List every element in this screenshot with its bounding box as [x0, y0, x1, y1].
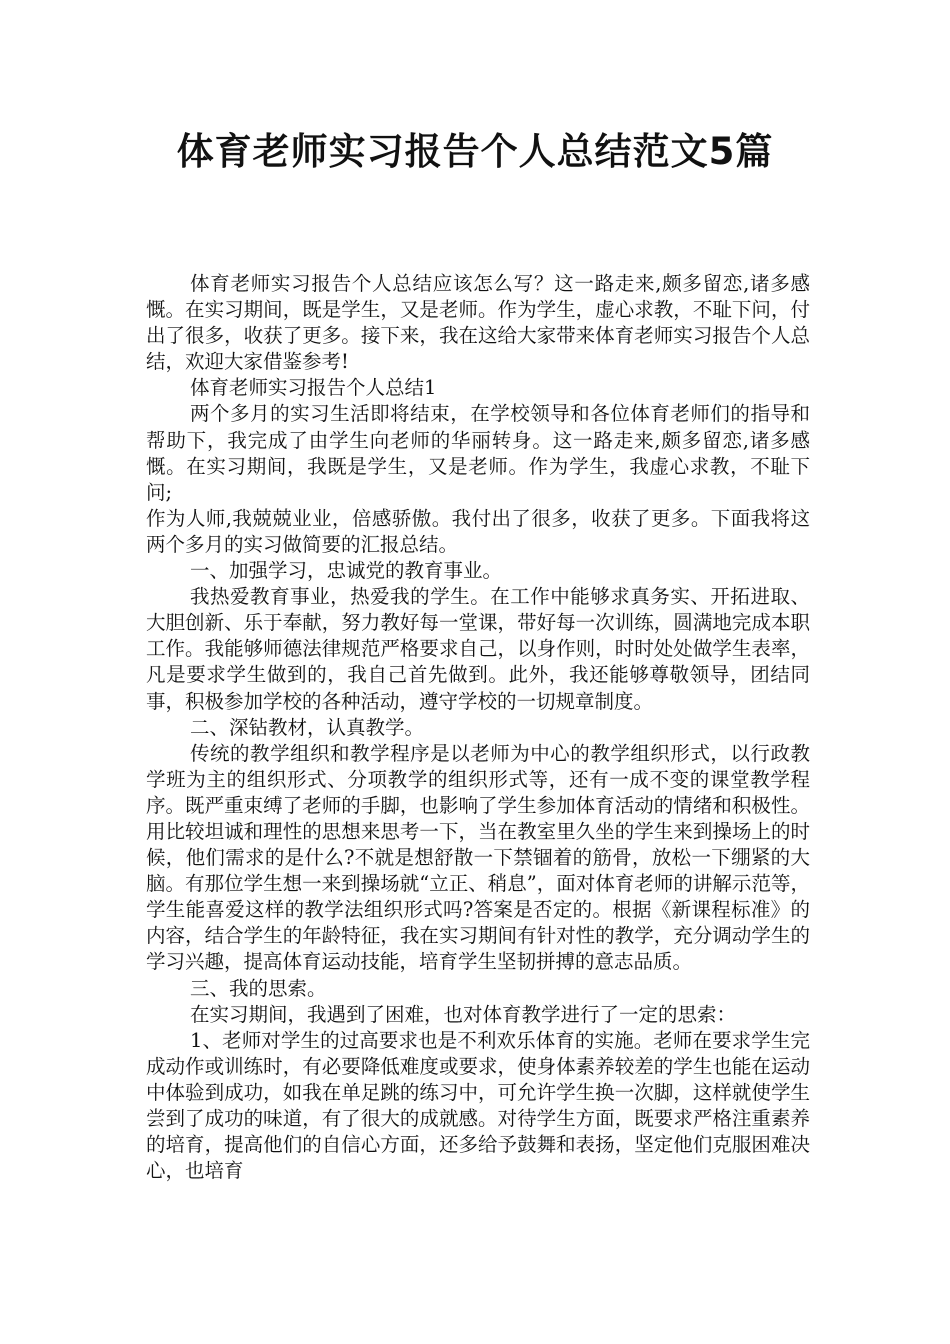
- paragraph: 作为人师,我兢兢业业，倍感骄傲。我付出了很多，收获了更多。下面我将这两个多月的实习做简要的汇报总结。: [146, 506, 810, 556]
- paragraph: 两个多月的实习生活即将结束，在学校领导和各位体育老师们的指导和帮助下，我完成了由学生向老师的华丽转身。这一路走来,颇多留恋,诸多感慨。在实习期间，我既是学生，又是老师。作为学生，我虚心求教，不耻下问;: [146, 402, 810, 504]
- document-body: [146, 271, 810, 1184]
- section-heading: 一、加强学习，忠诚党的教育事业。: [190, 559, 503, 583]
- paragraph: 我热爱教育事业，热爱我的学生。在工作中能够求真务实、开拓进取、大胆创新、乐于奉献，努力教好每一堂课，带好每一次训练，圆满地完成本职工作。我能够师德法律规范严格要求自己，以身作则，时时处处做学生表率，凡是要求学生做到的，我自己首先做到。此外，我还能够尊敬领导，团结同事，积极参加学校的各种活动，遵守学校的一切规章制度。: [146, 585, 810, 713]
- section-heading: 三、我的思索。: [190, 976, 327, 1000]
- section-heading-summary-1: 体育老师实习报告个人总结1: [190, 376, 437, 400]
- paragraph: 传统的教学组织和教学程序是以老师为中心的教学组织形式，以行政教学班为主的组织形式、分项教学的组织形式等，还有一成不变的课堂教学程序。既严重束缚了老师的手脚，也影响了学生参加体育活动的情绪和积极性。用比较坦诚和理性的思想来思考一下，当在教室里久坐的学生来到操场上的时候，他们需求的是什么?不就是想舒散一下禁锢着的筋骨，放松一下绷紧的大脑。有那位学生想一来到操场就“立正、稍息”，面对体育老师的讲解示范等，学生能喜爱这样的教学法组织形式吗?答案是否定的。根据《新课程标准》的内容，结合学生的年龄特征，我在实习期间有针对性的教学，充分调动学生的学习兴趣，提高体育运动技能，培育学生坚韧拼搏的意志品质。: [146, 741, 810, 974]
- paragraph-intro: 体育老师实习报告个人总结应该怎么写？这一路走来,颇多留恋,诸多感慨。在实习期间，既是学生，又是老师。作为学生，虚心求教，不耻下问，付出了很多，收获了更多。接下来，我在这给大家带来体育老师实习报告个人总结，欢迎大家借鉴参考!: [146, 272, 810, 374]
- document-title: 体育老师实习报告个人总结范文5篇: [176, 130, 774, 173]
- section-heading: 二、深钻教材，认真教学。: [190, 715, 425, 739]
- paragraph: 在实习期间，我遇到了困难，也对体育教学进行了一定的思索：: [190, 1002, 737, 1026]
- paragraph: 1、老师对学生的过高要求也是不利欢乐体育的实施。老师在要求学生完成动作或训练时，有必要降低难度或要求，使身体素养较差的学生也能在运动中体验到成功，如我在单足跳的练习中，可允许学生换一次脚，这样就使学生尝到了成功的味道，有了很大的成就感。对待学生方面，既要求严格注重素养的培育，提高他们的自信心方面，还多给予鼓舞和表扬，坚定他们克服困难决心，也培育: [146, 1028, 810, 1183]
